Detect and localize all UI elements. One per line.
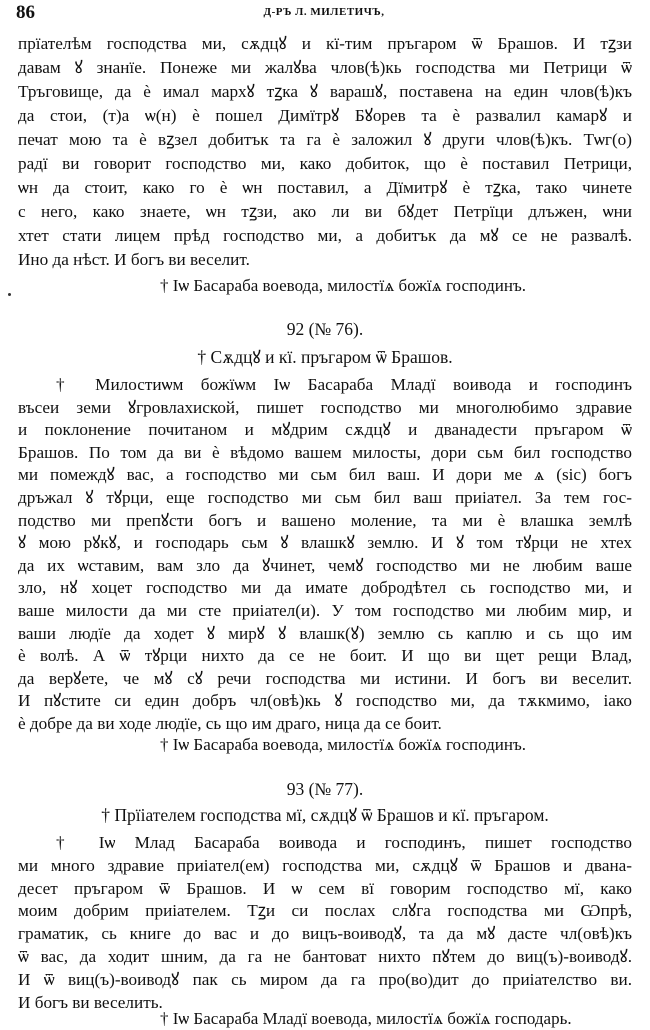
text-line: моим добрим приiателем. Тꙁи си послах слꙋга господства ми Ѡпрѣ, — [18, 901, 632, 921]
text-line: ми помеждꙋ вас, а господство ми сьм бил ваш. И дори ме ѧ (sic) богъ — [18, 465, 632, 485]
text-line: с него, како знаете, ѡн тꙁзи, ако ли ви бꙋдет Петрїци длъжен, ѡни — [18, 202, 632, 221]
text-line: да верꙋете, че мꙋ сꙋ речи господства ми истини. И богъ ви веселит. — [18, 668, 632, 688]
text-line: ваше милости да ми сте приiател(и). У том господство ми любим мир, и — [18, 601, 632, 620]
text-line: да их ѡставим, вам зло да ꙋчинет, чемꙋ господство ми не любим ваше — [18, 555, 632, 575]
text-line: подство ми препꙋсти богъ и вашено моление, та ми ѐ влашка землѣ — [18, 510, 632, 530]
document-number: 92 (№ 76). — [286, 319, 364, 339]
page-header — [16, 2, 632, 24]
document-title: † Прїiателем господства мї, сѫдцꙋ ѿ Брашов и кї. пръгаром. — [101, 805, 549, 825]
text-line: ваши людїе да ходет ꙋ мирꙋ ꙋ влашк(ꙋ) землю сь каплю и сь що им — [18, 623, 632, 643]
document-number: 93 (№ 77). — [286, 779, 364, 799]
text-line: Тръговище, да ѐ имал мархꙋ тꙁка ꙋ варашꙋ, поставена на един члов(ѣ)къ — [18, 82, 632, 101]
text-line: хтет стати лицем прѣд господство ми, а добитък да мꙋ се не развалѣ. — [18, 226, 632, 245]
text-line: ꙋ мою рꙋкꙋ, и господарь сьм ꙋ влашкꙋ землю. И ꙋ том тꙋрци не хтех — [18, 533, 632, 553]
signature-line: † Іѡ Басараба воевода, милостїѧ божїѧ господинъ. — [160, 735, 527, 754]
text-line: ѐ добре да ви ходе людїе, сь що им драго, ница да се боит. — [18, 714, 442, 733]
text-line: И ѿ виц(ъ)-воиводꙋ пак сь миром да га про(во)дит до приiателство ви. — [18, 969, 632, 989]
text-line: давам ꙋ знанїе. Понеже ми жалꙋва члов(ѣ)кь господства ми Петрици ѿ — [18, 58, 632, 77]
page-number: 86 — [16, 2, 35, 23]
text-line: дръжал ꙋ тꙋрци, еще господство ми сьм бил ваш приiател. За тем гос- — [18, 488, 632, 507]
text-line: прїателѣм господства ми, сѫдцꙋ и кї-тим пръгаром ѿ Брашов. И тꙁзи — [18, 34, 632, 53]
text-line: да стои, (т)а ѡ(н) ѐ пошел Димїтрꙋ Бꙋорев та ѐ развалил камарꙋ и — [18, 106, 632, 125]
signature-line: † Іѡ Басараба воевода, милостїѧ божїѧ господинъ. — [160, 276, 527, 295]
document-title: † Сѫдцꙋ и кї. пръгаром ѿ Брашов. — [197, 347, 453, 367]
text-line: И богъ ви веселить. — [18, 992, 163, 1012]
text-line: радї ви говорит господство ми, како добиток, що ѐ поставил Петрици, — [18, 154, 632, 173]
scan-speck — [8, 293, 11, 296]
running-head: Д-РЪ Л. МИЛЕТИЧЪ, — [263, 6, 385, 18]
text-line: граматик, сь книге до вас и до вицъ-воиводꙋ, та да мꙋ дасте чл(овѣ)къ — [18, 924, 632, 944]
text-line: и поклонение почитаном и мꙋдрим сѫдцꙋ и дванадести пръгаром ѿ — [18, 420, 632, 440]
signature-line: † Іѡ Басараба Младї воевода, милостїѧ божїѧ господарь. — [160, 1009, 572, 1028]
text-line: ми много здравие приiател(ем) господства ми, сѫдцꙋ ѿ Брашов и двана- — [18, 855, 632, 875]
text-line: ѡн да стоит, како го ѐ ѡн поставил, а Дїмитрꙋ ѐ тꙁка, тако чинете — [18, 178, 632, 197]
text-line: ѿ вас, да ходит шним, да га не бантоват нихто пꙋтем до виц(ъ)-воиводꙋ. — [18, 947, 632, 966]
text-line: печат мою та ѐ вꙁзел добитък та га ѐ заложил ꙋ други члов(ѣ)къ. Тѡг(о) — [18, 130, 632, 149]
text-line: † Милостиѡм божїѡм Іѡ Басараба Младї воивода и господинъ — [56, 375, 632, 394]
text-line: Ино да нѣст. И богъ ви веселит. — [18, 250, 250, 269]
text-line: ѐ волѣ. А ѿ тꙋрци нихто да се не боит. И що ви щет рещи Влад, — [18, 646, 632, 666]
text-line: Брашов. По том да ви ѐ вѣдомо вашем милосты, дори сьм бил господство — [18, 442, 632, 462]
text-line: десет пръгаром ѿ Брашов. И ѡ сем вї говорим господство мї, како — [18, 878, 632, 898]
text-line: И пꙋстите си един добръ чл(овѣ)кь ꙋ господство ми, да тѫкмимо, iако — [18, 691, 632, 711]
text-line: зло, нꙋ хоцет господство ми да имате добродѣтел сь господство ми, и — [18, 578, 632, 598]
text-line: въсеи земи ꙋгровлахиской, пишет господство ми многолюбимо здравие — [18, 397, 632, 417]
text-line: † Іѡ Млад Басараба воивода и господинъ, пишет господство — [56, 833, 632, 852]
